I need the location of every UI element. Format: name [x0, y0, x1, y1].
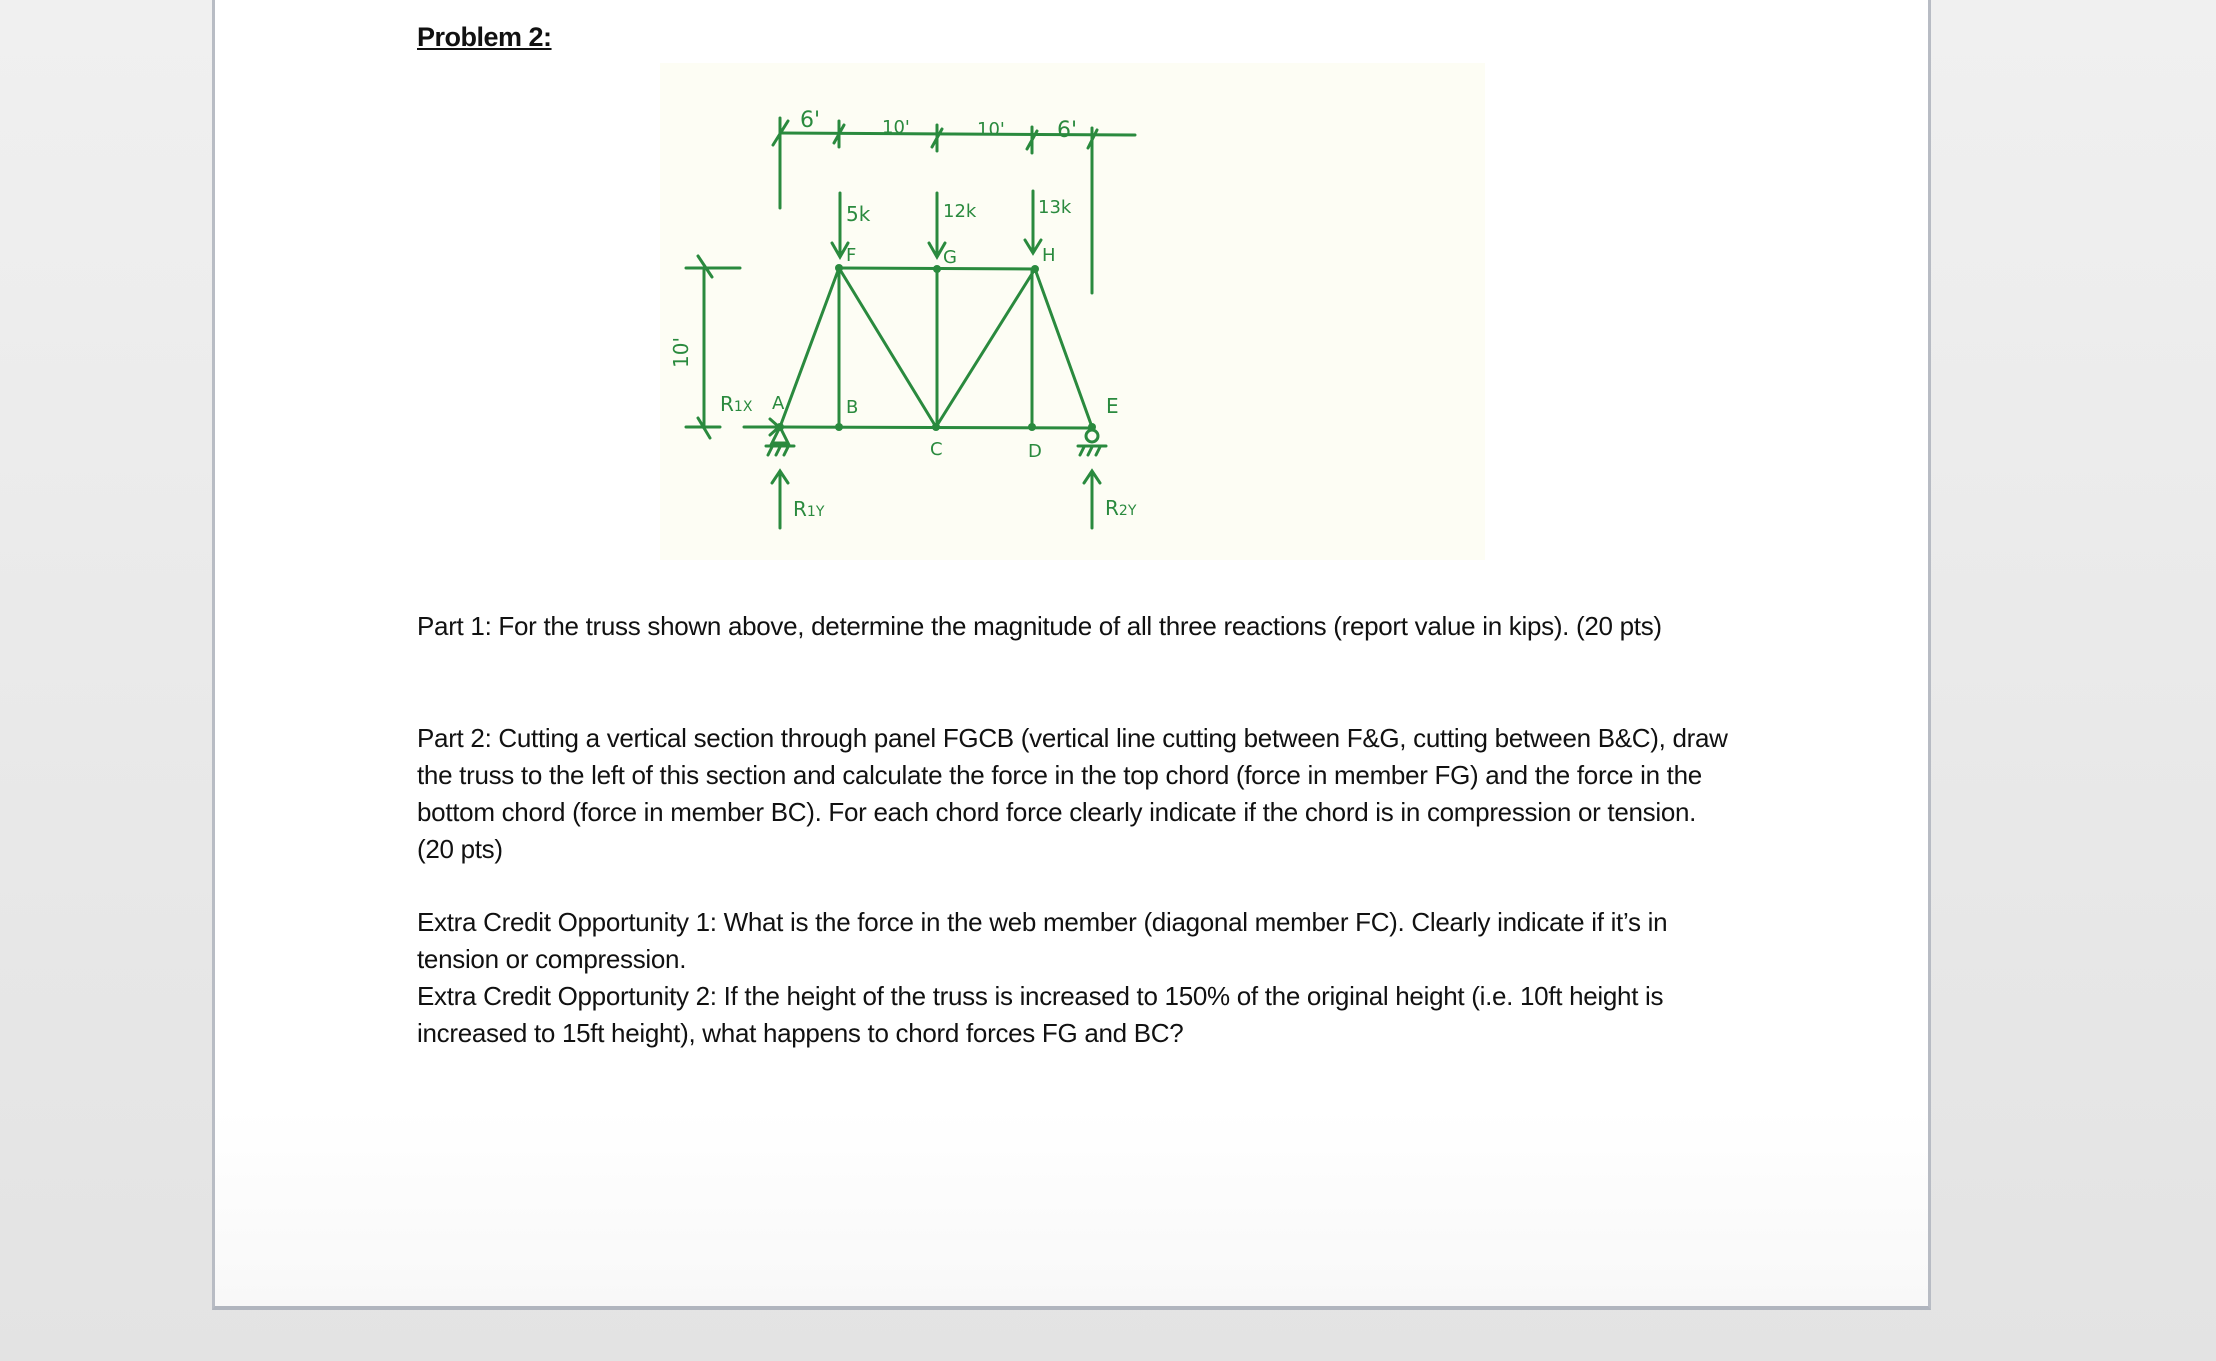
reaction-r1x-sub: 1X [733, 399, 753, 415]
problem-title: Problem 2: [417, 22, 552, 52]
dim-label-3: 10' [977, 119, 1005, 140]
node-label-e: E [1106, 394, 1119, 418]
truss-diagram [660, 63, 1485, 560]
load-label-g: 12k [943, 201, 977, 222]
extra-credit-block [417, 904, 1737, 1052]
reaction-r1y-sub: 1Y [806, 504, 825, 520]
reaction-r2y-sub: 2Y [1118, 503, 1137, 519]
svg-text:R1X [720, 392, 753, 416]
node-label-b: B [846, 397, 859, 418]
dim-label-4: 6' [1057, 118, 1078, 143]
dim-label-1: 6' [800, 108, 821, 133]
load-label-h: 13k [1038, 197, 1072, 218]
dim-label-height: 10' [669, 337, 693, 368]
extra-credit-1-text: Extra Credit Opportunity 1: What is the force in the web member (diagonal member FC). Clearly indicate if it’s in tension or compression. [417, 907, 1668, 974]
load-label-f: 5k [846, 202, 871, 226]
part1-text: Part 1: For the truss shown above, determine the magnitude of all three reactions (report value in kips). (20 pts) [417, 611, 1662, 641]
extra-credit-2-text: Extra Credit Opportunity 2: If the height of the truss is increased to 150% of the original height (i.e. 10ft height is increased to 15ft height), what happens to chord forces FG and BC? [417, 981, 1664, 1048]
node-label-c: C [930, 439, 943, 460]
node-label-a: A [772, 393, 785, 414]
node-label-d: D [1028, 441, 1042, 462]
reaction-r1y-main: R [793, 497, 807, 521]
dim-label-2: 10' [882, 117, 910, 138]
svg-text:R1Y [793, 497, 825, 521]
part2-text: Part 2: Cutting a vertical section through panel FGCB (vertical line cutting between F&G, cutting between B&C), draw the truss to the left of this section and calculate the force in the top chord (force in member FG) and the force in the bottom chord (force in member BC). For each chord force clearly indicate if the chord is in compression or tension. (20 pts) [417, 723, 1728, 864]
truss-drawing [660, 63, 1485, 560]
node-label-g: G [943, 247, 957, 268]
reaction-r1x-main: R [720, 392, 734, 416]
reaction-r2y-main: R [1105, 496, 1119, 520]
node-label-h: H [1042, 245, 1056, 266]
svg-text:R2Y [1105, 496, 1137, 520]
node-label-f: F [846, 245, 857, 266]
